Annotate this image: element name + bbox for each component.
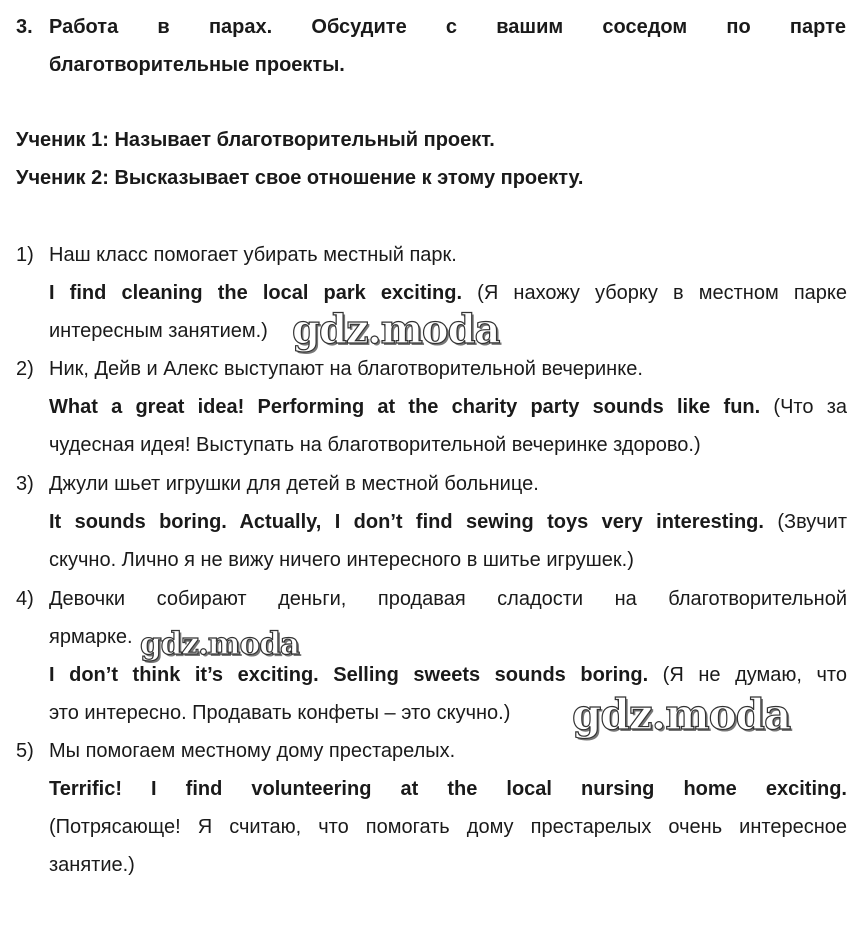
item-number: 5) xyxy=(16,740,34,762)
item-prompt: Мы помогаем местному дому престарелых. xyxy=(49,740,456,762)
item-answer-line xyxy=(49,274,847,312)
item-answer-en: What a great idea! Performing at the charity party sounds like fun. xyxy=(49,396,761,418)
task-text-line1: Работа в парах. Обсудите с вашим соседом по парте xyxy=(49,16,846,38)
item-prompt: Наш класс помогает убирать местный парк. xyxy=(49,244,457,266)
item-answer-ru-cont: скучно. Лично я не вижу ничего интересного в шитье игрушек.) xyxy=(49,549,634,571)
item-answer-line xyxy=(49,388,847,426)
item-answer-en: It sounds boring. Actually, I don’t find sewing toys very interesting. xyxy=(49,511,764,533)
item-answer-en: I don’t think it’s exciting. Selling sweets sounds boring. xyxy=(49,664,649,686)
item-prompt-cont: ярмарке. xyxy=(49,626,133,648)
item-answer-line xyxy=(49,656,847,694)
item-answer-ru-cont: чудесная идея! Выступать на благотворительной вечеринке здорово.) xyxy=(49,434,701,456)
item-answer-ru: (Потрясающе! Я считаю, что помогать дому престарелых очень интересное xyxy=(49,816,847,838)
list-item xyxy=(16,350,847,464)
list-item xyxy=(16,236,847,350)
item-prompt: Джули шьет игрушки для детей в местной больнице. xyxy=(49,473,539,495)
item-answer-en: I find cleaning the local park exciting. xyxy=(49,282,463,304)
item-answer-ru: (Я не думаю, что xyxy=(648,664,847,686)
watermark-logo: gdz.moda xyxy=(140,626,299,662)
item-number: 2) xyxy=(16,358,34,380)
item-number: 1) xyxy=(16,244,34,266)
item-prompt: Девочки собирают деньги, продавая сладости на благотворительной xyxy=(49,588,847,610)
item-prompt: Ник, Дейв и Алекс выступают на благотворительной вечеринке. xyxy=(49,358,643,380)
item-number: 4) xyxy=(16,588,34,610)
item-answer-ru-cont: интересным занятием.) xyxy=(49,320,268,342)
item-answer-ru-cont: занятие.) xyxy=(49,854,135,876)
task-text-line2: благотворительные проекты. xyxy=(49,54,345,76)
task-heading xyxy=(16,8,846,84)
item-answer-ru: (Звучит xyxy=(763,511,848,533)
item-answer-ru: (Что за xyxy=(760,396,847,418)
watermark-logo: gdz.moda xyxy=(572,690,791,739)
student2-role: Ученик 2: Высказывает свое отношение к этому проекту. xyxy=(16,167,584,189)
list-item xyxy=(16,732,847,884)
item-answer-line xyxy=(49,503,847,541)
item-answer-ru-cont: это интересно. Продавать конфеты – это скучно.) xyxy=(49,702,511,724)
list-item xyxy=(16,580,847,732)
task-number: 3. xyxy=(16,16,33,38)
item-answer-en: Terrific! I find volunteering at the local nursing home exciting. xyxy=(49,778,847,800)
item-answer-ru: (Я нахожу уборку в местном парке xyxy=(462,282,847,304)
watermark-logo: gdz.moda xyxy=(292,306,500,353)
student1-role: Ученик 1: Называет благотворительный проект. xyxy=(16,129,495,151)
item-number: 3) xyxy=(16,473,34,495)
list-item xyxy=(16,465,847,579)
